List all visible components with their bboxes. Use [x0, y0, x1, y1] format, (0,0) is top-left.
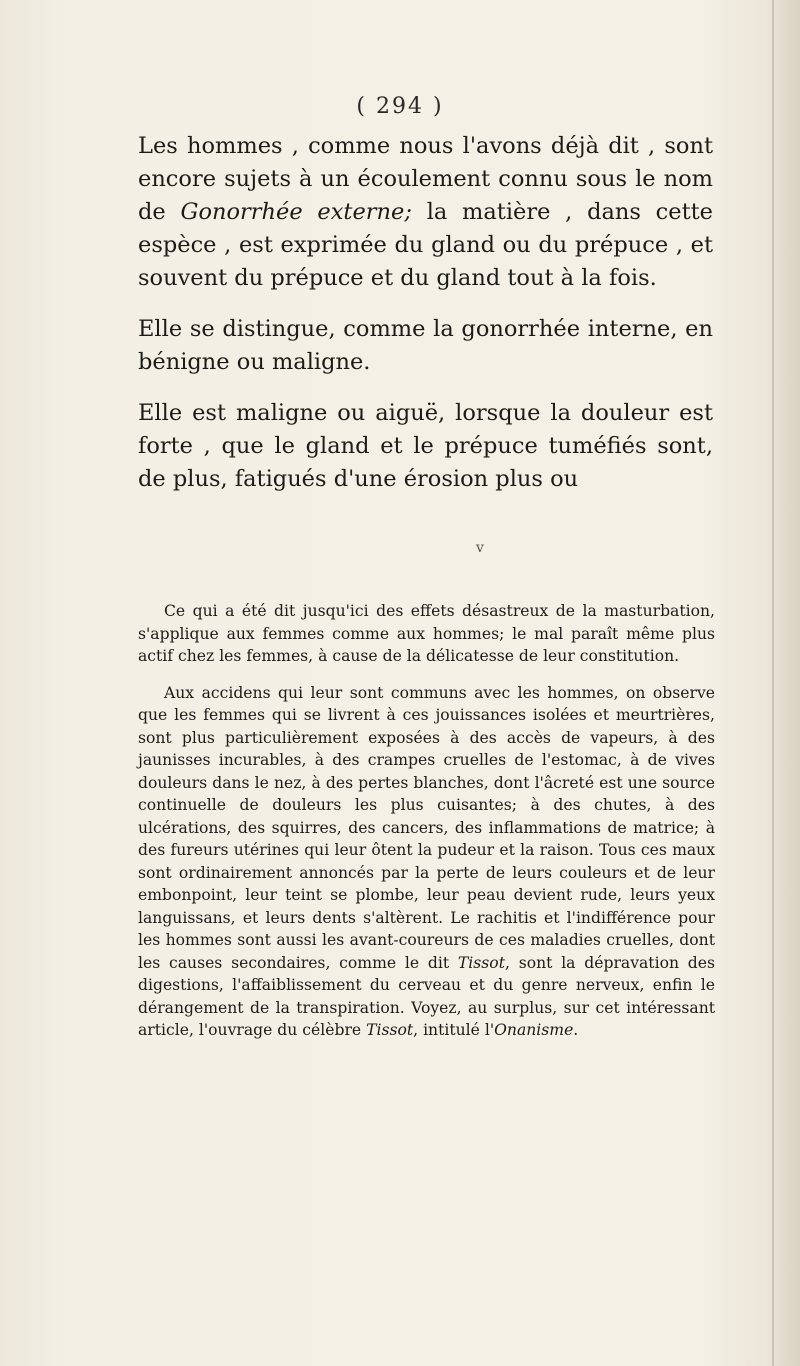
- page-edge: [772, 0, 774, 1366]
- paragraph-text: Les hommes , comme nous l'avons déjà dit , sont encore sujets à un écoulement connu sous le nom de: [138, 133, 713, 225]
- signature-mark: v: [476, 540, 484, 556]
- footnote-text: , sont la dépravation des digestions, l'affaiblissement du cerveau et du genre nerveux, enfin le dérangement de la transpiration. Voyez, au surplus, sur cet intéressant article, l'ouvrage du célèbre: [138, 953, 715, 1039]
- author-name: Tissot: [457, 953, 505, 972]
- main-text: [138, 130, 713, 514]
- footnote-text: , intitulé l': [413, 1021, 495, 1039]
- paragraph-text: la matière , dans cette espèce , est exprimée du gland ou du prépuce , et souvent du prépuce et du gland tout à la fois.: [138, 199, 713, 291]
- footnote-text: .: [573, 1021, 579, 1039]
- footnote-paragraph: [138, 682, 715, 1042]
- footnote-text: Aux accidens qui leur sont communs avec les hommes, on observe que les femmes qui se livrent à ces jouissances isolées et meurtrières, sont plus particulièrement exposées à des accès de vapeurs, à des jaunisses incurables, à des crampes cruelles de l'estomac, à de vives douleurs dans le nez, à des pertes blanches, dont l'âcreté est une source continuelle de douleurs les plus cuisantes; à des chutes, à des ulcérations, des squirres, des cancers, des inflammations de matrice; à des fureurs utérines qui leur ôtent la pudeur et la raison. Tous ces maux sont ordinairement annoncés par la perte de leurs couleurs et de leur embonpoint, leur teint se plombe, leur peau devient rude, leurs yeux languissans, et leurs dents s'altèrent. Le rachitis et l'indifférence pour les hommes sont aussi les avant-coureurs de ces maladies cruelles, dont les causes secondaires, comme le dit: [138, 683, 715, 972]
- page-number: ( 294 ): [356, 94, 444, 119]
- footnote-paragraph: Ce qui a été dit jusqu'ici des effets désastreux de la masturbation, s'applique aux femmes comme aux hommes; le mal paraît même plus actif chez les femmes, à cause de la délicatesse de leur constitution.: [138, 602, 715, 665]
- author-name: Tissot: [366, 1021, 414, 1039]
- footnote-block: [138, 600, 715, 1054]
- paragraph: Elle est maligne ou aiguë, lorsque la douleur est forte , que le gland et le prépuce tuméfiés sont, de plus, fatigués d'une érosion plus ou: [138, 400, 713, 492]
- paragraph: [138, 130, 713, 295]
- paragraph: Elle se distingue, comme la gonorrhée interne, en bénigne ou maligne.: [138, 316, 713, 375]
- book-title: Onanisme: [494, 1021, 574, 1039]
- term-italic: Gonorrhée externe;: [180, 199, 412, 225]
